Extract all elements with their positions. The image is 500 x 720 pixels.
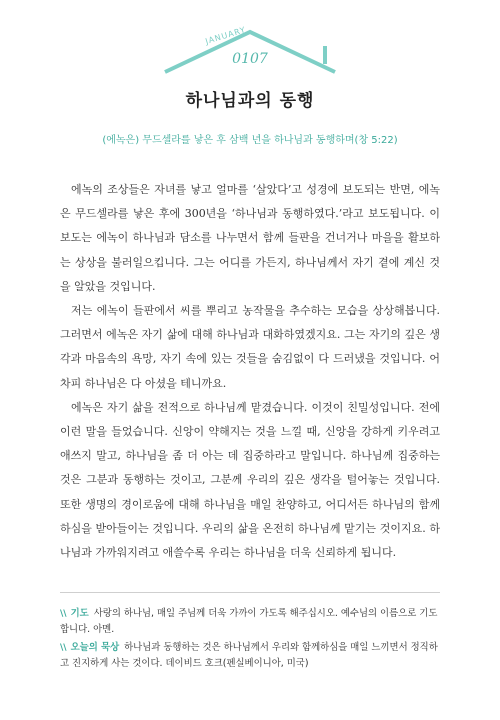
roof-decoration xyxy=(0,0,500,80)
date-label: 0107 xyxy=(232,51,268,67)
month-label: JANUARY xyxy=(204,25,248,46)
thought-label: 오늘의 묵상 xyxy=(70,642,120,653)
prayer-label: 기도 xyxy=(70,608,89,619)
body-paragraph: 에녹은 자기 삶을 전적으로 하나님께 맡겼습니다. 이것이 친밀성입니다. 전에 이런 말을 들었습니다. 신앙이 약해지는 것을 느낄 때, 신앙을 강하게 키우려고 애쓰지 말고, 하나님을 좀 더 아는 데 집중하라고 말입니다. 하나님께 집중하는 것은 그분과 동행하는 것이고, 그분께 우리의 깊은 생각을 털어놓는 것입니다. 또한 생명의 경이로움에 대해 하나님을 매일 찬양하고, 어디서든 하나님의 함께하심을 받아들이는 것입니다. 우리의 삶을 온전히 하나님께 맡기는 것이지요. 하나님과 가까워지려고 애쓸수록 우리는 하나님을 더욱 신뢰하게 됩니다. xyxy=(60,400,440,560)
devotion-header xyxy=(0,0,500,146)
slash-mark-icon: \\ xyxy=(60,643,67,653)
body-paragraph: 에녹의 조상들은 자녀를 낳고 얼마를 ‘살았다’고 성경에 보도되는 반면, 에녹은 무드셀라를 낳은 후에 300년을 ‘하나님과 동행하였다.’라고 보도됩니다. 이 보도는 에녹이 하나님과 담소를 나누면서 함께 들판을 건너거나 마을을 활보하는 상상을 불러일으킵니다. 그는 어디를 가든지, 하나님께서 자기 곁에 계신 것을 알았을 것입니다. xyxy=(60,183,440,293)
notes-section xyxy=(60,606,445,674)
prayer-note xyxy=(60,606,445,638)
scripture-verse: (에녹은) 무드셀라를 낳은 후 삼백 년을 하나님과 동행하며(창 5:22) xyxy=(102,135,398,146)
devotion-body xyxy=(60,178,440,565)
body-paragraph: 저는 에녹이 들판에서 씨를 뿌리고 농작물을 추수하는 모습을 상상해봅니다. 그러면서 에녹은 자기 삶에 대해 하나님과 대화하였겠지요. 그는 자기의 깊은 생각과 마음속의 욕망, 자기 속에 있는 것들을 숨김없이 다 드러냈을 것입니다. 어차피 하나님은 다 아셨을 테니까요. xyxy=(60,304,440,390)
section-divider xyxy=(60,592,440,593)
page-title: 하나님과의 동행 xyxy=(185,91,315,111)
prayer-text: 사랑의 하나님, 매일 주님께 더욱 가까이 가도록 해주십시오. 예수님의 이름으로 기도합니다. 아멘. xyxy=(60,608,438,635)
thought-text: 하나님과 동행하는 것은 하나님께서 우리와 함께하심을 매일 느끼면서 정직하고 진지하게 사는 것이다. 데이비드 호크(펜실베이니아, 미국) xyxy=(60,642,438,669)
thought-note xyxy=(60,640,445,672)
slash-mark-icon: \\ xyxy=(60,609,67,619)
